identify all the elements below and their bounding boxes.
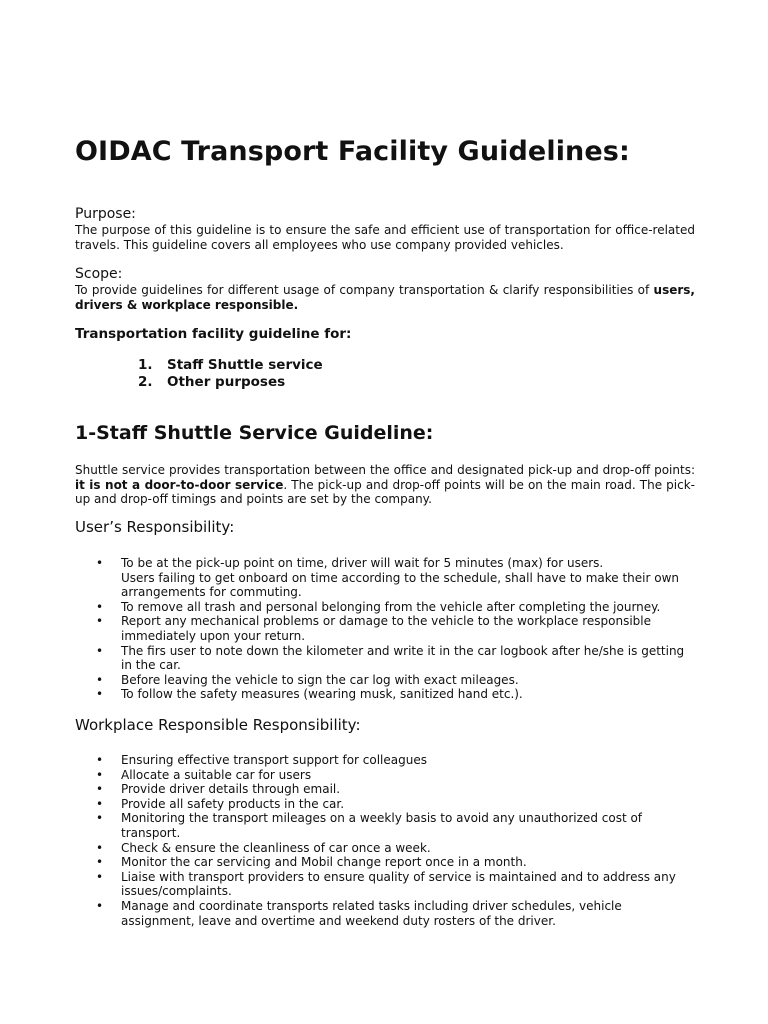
list-item-text-continued: Users failing to get onboard on time according to the schedule, shall have to make their own arrangements for commuting. <box>121 570 680 600</box>
list-item-text: To remove all trash and personal belonging from the vehicle after completing the journey. <box>121 599 661 614</box>
list-number: 1. <box>138 357 153 373</box>
list-item <box>96 644 686 673</box>
list-item <box>96 687 686 702</box>
list-item-text: Liaise with transport providers to ensure quality of service is maintained and to address any issues/complaints. <box>121 869 676 899</box>
bullet-icon: • <box>96 855 104 870</box>
scope-text <box>75 283 695 312</box>
shuttle-text <box>75 463 695 507</box>
list-item-text: Before leaving the vehicle to sign the car log with exact mileages. <box>121 672 519 687</box>
facility-list <box>138 357 323 391</box>
list-item <box>96 753 686 768</box>
list-item-text: To follow the safety measures (wearing musk, sanitized hand etc.). <box>121 687 523 702</box>
list-item-text: Provide driver details through email. <box>121 782 341 797</box>
list-item <box>96 811 686 840</box>
bullet-icon: • <box>96 796 104 811</box>
users-heading: User’s Responsibility: <box>75 518 235 536</box>
list-item-label: Other purposes <box>167 374 286 390</box>
bullet-icon: • <box>96 753 104 767</box>
list-item-text: Allocate a suitable car for users <box>121 767 312 782</box>
list-item <box>96 600 686 615</box>
list-item <box>96 841 686 856</box>
bullet-icon: • <box>96 869 104 884</box>
shuttle-heading: 1-Staff Shuttle Service Guideline: <box>75 422 434 444</box>
purpose-heading: Purpose: <box>75 206 136 222</box>
bullet-icon: • <box>96 840 104 855</box>
list-item-text: The firs user to note down the kilometer and write it in the car logbook after he/she is getting in the car. <box>121 643 685 673</box>
list-item <box>96 797 686 812</box>
facility-heading: Transportation facility guideline for: <box>75 326 352 342</box>
list-item-text: To be at the pick-up point on time, driver will wait for 5 minutes (max) for users. <box>121 556 604 570</box>
bullet-icon: • <box>96 672 104 687</box>
list-item <box>96 899 686 928</box>
shuttle-text-bold: it is not a door-to-door service <box>75 477 284 492</box>
workplace-heading: Workplace Responsible Responsibility: <box>75 716 361 734</box>
bullet-icon: • <box>96 782 104 797</box>
list-item <box>96 614 686 643</box>
list-item-text: Monitoring the transport mileages on a weekly basis to avoid any unauthorized cost of transport. <box>121 811 643 840</box>
list-item <box>96 855 686 870</box>
bullet-icon: • <box>96 811 104 826</box>
bullet-icon: • <box>96 767 104 782</box>
list-item-label: Staff Shuttle service <box>167 357 323 373</box>
list-number: 2. <box>138 374 153 390</box>
shuttle-text-rest: . The pick-up and drop-off points will be on the main road. The pick-up and drop-off timings and points are set by the company. <box>75 477 695 506</box>
purpose-text: The purpose of this guideline is to ensure the safe and efficient use of transportation for office-related travels. This guideline covers all employees who use company provided vehicles. <box>75 223 695 252</box>
bullet-icon: • <box>96 687 104 702</box>
shuttle-text-plain: Shuttle service provides transportation between the office and designated pick-up and drop-off points: <box>75 463 695 477</box>
list-item-text: Ensuring effective transport support for colleagues <box>121 753 427 767</box>
bullet-icon: • <box>96 898 104 913</box>
list-item <box>96 673 686 688</box>
list-item <box>96 782 686 797</box>
users-list <box>96 556 686 702</box>
scope-heading: Scope: <box>75 266 123 282</box>
list-item <box>96 556 686 600</box>
scope-text-plain: To provide guidelines for different usage of company transportation & clarify responsibilities of <box>75 283 654 297</box>
list-item <box>96 768 686 783</box>
bullet-icon: • <box>96 643 104 658</box>
list-item-text: Provide all safety products in the car. <box>121 796 345 811</box>
page-title: OIDAC Transport Facility Guidelines: <box>75 136 630 167</box>
bullet-icon: • <box>96 556 104 570</box>
bullet-icon: • <box>96 599 104 614</box>
list-item <box>138 357 323 374</box>
workplace-list <box>96 753 686 928</box>
list-item-text: Report any mechanical problems or damage to the vehicle to the workplace responsible immediately upon your return. <box>121 614 651 643</box>
list-item <box>138 374 323 391</box>
scope-text-bold: users, drivers & workplace responsible. <box>75 283 695 312</box>
list-item-text: Monitor the car servicing and Mobil change report once in a month. <box>121 855 527 870</box>
list-item-text: Check & ensure the cleanliness of car once a week. <box>121 840 431 855</box>
list-item <box>96 870 686 899</box>
bullet-icon: • <box>96 614 104 629</box>
list-item-text: Manage and coordinate transports related tasks including driver schedules, vehicle assignment, leave and overtime and weekend duty rosters of the driver. <box>121 898 622 928</box>
